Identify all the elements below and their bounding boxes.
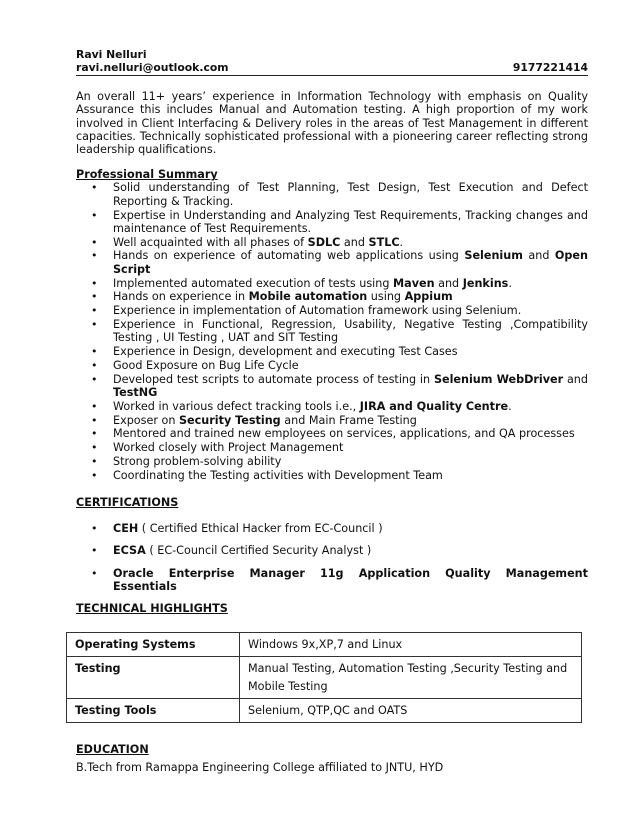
bold-text: STLC: [368, 235, 400, 249]
resume-page: [76, 48, 588, 775]
phone: 9177221414: [512, 61, 588, 74]
bold-text: SDLC: [307, 235, 341, 249]
summary-list-item: [76, 359, 588, 372]
skill-category: Testing: [67, 657, 240, 699]
certification-item: [76, 522, 588, 535]
text-run: ( EC-Council Certified Security Analyst ): [145, 544, 372, 558]
text-run: ( Certified Ethical Hacker from EC-Council ): [138, 522, 383, 536]
text-run: Worked in various defect tracking tools i.e.,: [113, 399, 360, 413]
summary-list-item: [76, 209, 588, 236]
text-run: Mentored and trained new employees on services, applications, and QA processes: [113, 427, 575, 441]
text-run: Expertise in Understanding and Analyzing Test Requirements, Tracking changes and maintenance of Test Requirements.: [113, 208, 588, 235]
bold-text: JIRA and Quality Centre: [359, 399, 509, 413]
technical-highlights-table: [66, 632, 582, 723]
bold-text: TestNG: [113, 385, 158, 399]
text-run: Hands on experience in: [113, 290, 249, 304]
text-run: Exposer on: [113, 413, 179, 427]
bold-text: ECSA: [113, 544, 146, 558]
text-run: Coordinating the Testing activities with Development Team: [113, 468, 443, 482]
header-divider: [76, 75, 588, 76]
text-run: Well acquainted with all phases of: [113, 235, 308, 249]
certification-item: [76, 544, 588, 557]
text-run: Worked closely with Project Management: [113, 441, 344, 455]
candidate-name: Ravi Nelluri: [76, 48, 147, 61]
professional-summary-title: Professional Summary: [76, 168, 218, 182]
email: ravi.nelluri@outlook.com: [76, 61, 229, 74]
summary-list-item: [76, 345, 588, 358]
education-text: B.Tech from Ramappa Engineering College affiliated to JNTU, HYD: [76, 761, 444, 775]
text-run: .: [508, 399, 512, 413]
summary-list-item: [76, 290, 588, 303]
text-run: and: [340, 235, 369, 249]
text-run: and Main Frame Testing: [280, 413, 417, 427]
technical-highlights-title: TECHNICAL HIGHLIGHTS: [76, 602, 228, 616]
text-run: .: [508, 276, 512, 290]
text-run: Experience in Design, development and executing Test Cases: [113, 345, 458, 359]
text-run: and: [434, 276, 463, 290]
bold-text: Mobile automation: [248, 290, 368, 304]
text-run: using: [367, 290, 405, 304]
skill-category: Testing Tools: [67, 699, 240, 723]
bold-text: Appium: [404, 290, 453, 304]
text-run: .: [399, 235, 404, 249]
summary-list-item: [76, 318, 588, 345]
text-run: and: [522, 249, 555, 263]
certifications-title: CERTIFICATIONS: [76, 496, 179, 510]
bold-text: Oracle Enterprise Manager 11g Application Quality Management Essentials: [113, 566, 588, 593]
text-run: Strong problem-solving ability: [113, 454, 282, 468]
skill-value: Selenium, QTP,QC and OATS: [240, 699, 582, 723]
summary-paragraph: An overall 11+ years’ experience in Information Technology with emphasis on Quality Assurance this includes Manual and Automation testing. A high proportion of my work involved in Client Interfacing & Delivery roles in the areas of Test Management in different capacities. Technically sophisticated professional with a pioneering career reflecting strong leadership qualifications.: [76, 90, 588, 157]
summary-list-item: [76, 236, 588, 249]
summary-list-item: [76, 441, 588, 454]
text-run: Experience in Functional, Regression, Usability, Negative Testing ,Compatibility Testing , UI Testing , UAT and SIT Testing: [113, 317, 588, 345]
summary-list-item: [76, 455, 588, 468]
bold-text: Open Script: [113, 249, 588, 276]
text-run: Good Exposure on Bug Life Cycle: [113, 358, 299, 372]
text-run: and: [563, 372, 588, 386]
summary-list-item: [76, 427, 588, 440]
summary-list-item: [76, 400, 588, 413]
text-run: Solid understanding of Test Planning, Test Design, Test Execution and Defect Reporting & Tracking.: [113, 181, 588, 208]
table-row: [67, 633, 582, 657]
professional-summary-list: [76, 181, 588, 482]
table-row: [67, 657, 582, 699]
bold-text: Selenium: [464, 249, 523, 263]
summary-list-item: [76, 414, 588, 427]
summary-list-item: [76, 469, 588, 482]
summary-list-item: [76, 373, 588, 400]
text-run: Hands on experience of automating web applications using: [113, 249, 465, 263]
table-row: [67, 699, 582, 723]
contact-row: [76, 61, 588, 74]
bold-text: Security Testing: [179, 413, 281, 427]
summary-list-item: [76, 304, 588, 317]
skill-value: Manual Testing, Automation Testing ,Security Testing and Mobile Testing: [240, 657, 582, 699]
summary-list-item: [76, 277, 588, 290]
bold-text: CEH: [113, 522, 139, 536]
skill-category: Operating Systems: [67, 633, 240, 657]
text-run: Implemented automated execution of tests using: [113, 276, 394, 290]
education-title: EDUCATION: [76, 743, 149, 757]
certification-item: [76, 567, 588, 594]
text-run: Experience in implementation of Automation framework using Selenium.: [113, 304, 522, 318]
certifications-list: [76, 522, 588, 593]
skill-value: Windows 9x,XP,7 and Linux: [240, 633, 582, 657]
bold-text: Jenkins: [462, 276, 509, 290]
summary-list-item: [76, 249, 588, 276]
summary-list-item: [76, 181, 588, 208]
text-run: Developed test scripts to automate process of testing in: [113, 372, 434, 386]
bold-text: Maven: [393, 276, 435, 290]
bold-text: Selenium WebDriver: [433, 372, 564, 386]
